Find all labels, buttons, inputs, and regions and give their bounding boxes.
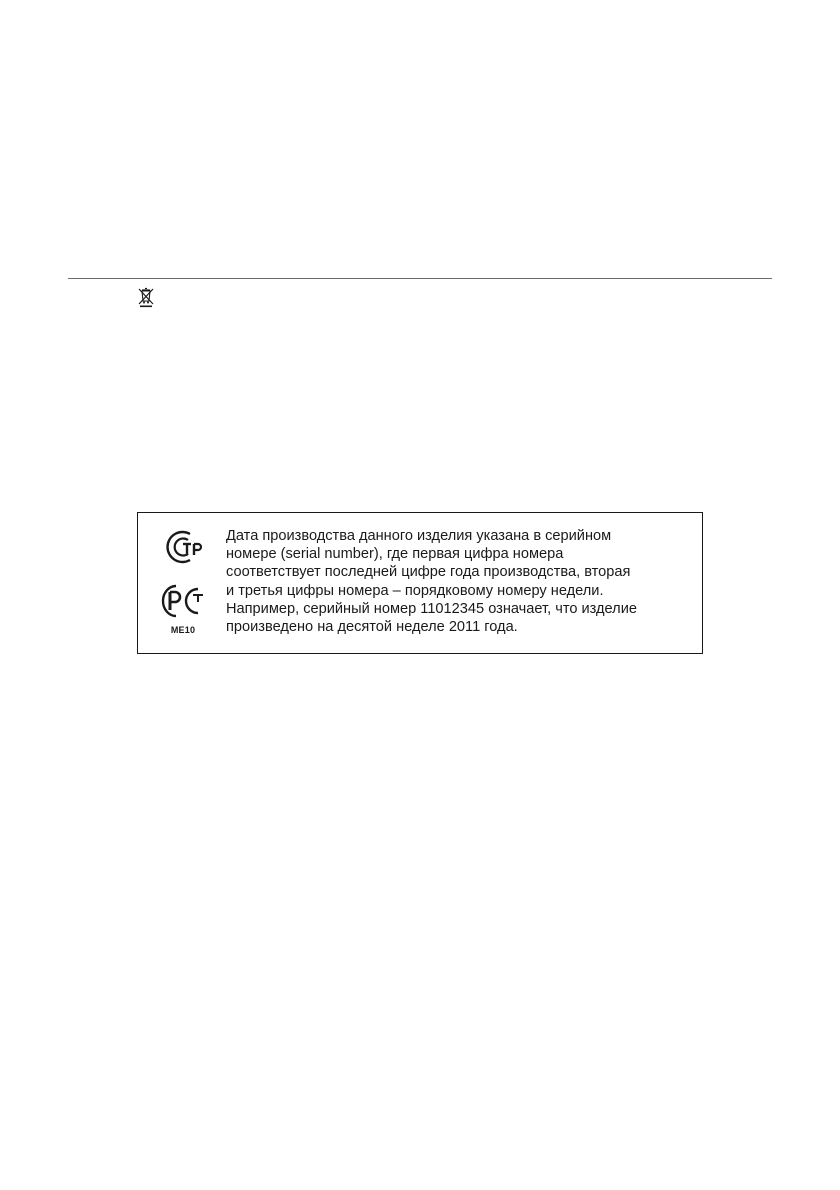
notice-line: Дата производства данного изделия указана в серийном xyxy=(226,528,612,544)
weee-bin-icon xyxy=(136,286,156,308)
notice-line: соответствует последней цифре года производства, вторая xyxy=(226,564,631,581)
notice-line: Например, серийный номер 11012345 означает, что изделие xyxy=(226,600,637,617)
notice-line: и третья цифры номера – порядковому номеру недели. xyxy=(226,582,604,599)
notice-line: произведено на десятой неделе 2011 года. xyxy=(226,619,518,636)
manufacturing-date-notice xyxy=(137,512,703,654)
gost-tr-mark-icon xyxy=(160,529,212,565)
section-divider xyxy=(68,278,772,279)
manufacturing-date-text xyxy=(226,527,694,636)
pct-mark-icon xyxy=(160,583,212,619)
notice-line: номере (serial number), где первая цифра номера xyxy=(226,546,564,563)
certification-mark-code: ME10 xyxy=(170,625,196,635)
